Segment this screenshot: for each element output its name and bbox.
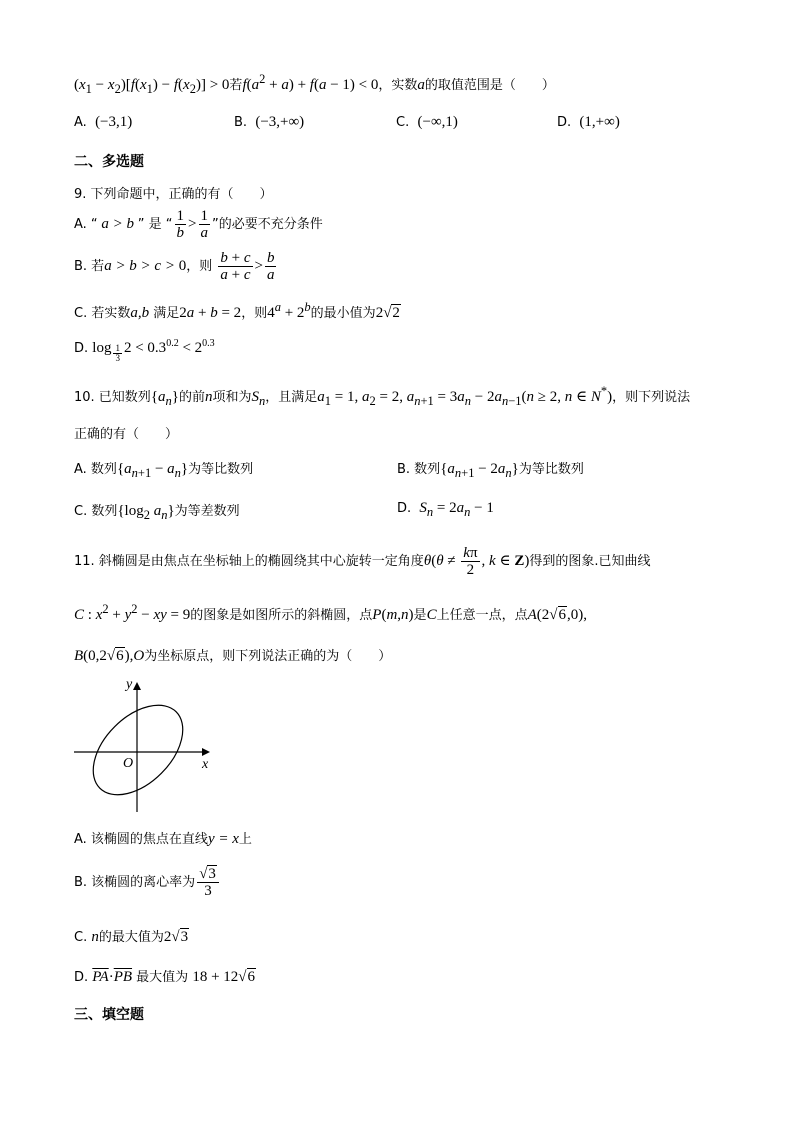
text: B. 若 <box>74 258 105 274</box>
y-axis-arrow <box>133 682 141 690</box>
text: 为等差数列 <box>174 504 240 519</box>
math-expr: $\frac{b + c}{a + c}$ > $\frac{b}{a}$ <box>220 250 275 283</box>
text: ” 是 “ <box>137 216 173 232</box>
origin-label: O <box>123 756 134 771</box>
math-expr: $\frac{√3}{3}$ <box>195 874 221 890</box>
text: 11. 斜椭圆是由焦点在坐标轴上的椭圆绕其中心旋转一定角度 <box>74 553 424 569</box>
text: A. 该椭圆的焦点在直线 <box>74 832 208 847</box>
q10-stem-line2: 正确的有（ ） <box>74 427 179 442</box>
math-expr: a > b <box>97 215 138 232</box>
text: 项和为 <box>212 390 252 405</box>
math-expr: 2a + b = 2 <box>179 305 242 321</box>
tilted-ellipse <box>76 688 199 811</box>
q9-option-c <box>74 300 401 322</box>
text: D. <box>74 970 89 985</box>
text: C. 数列 <box>74 504 118 519</box>
text: 的图象是如图所示的斜椭圆，点 <box>190 608 373 623</box>
q10-option-a <box>74 458 253 481</box>
math-expr: {$\log_2$ $a_n$} <box>117 503 175 522</box>
q8-option-b <box>234 114 304 131</box>
text: 上任意一点，点 <box>436 608 528 623</box>
x-label: x <box>202 757 209 772</box>
text: 为等比数列 <box>518 462 584 477</box>
text: A. 数列 <box>74 462 117 477</box>
math-expr: a > b > c > <box>104 257 179 274</box>
q8-stem-text: ，实数 <box>378 78 418 93</box>
option-value: (−3,+∞) <box>255 114 305 130</box>
math-expr: $4^a + 2^b$ <box>267 300 311 321</box>
math-expr: 18 + 12√6 <box>192 969 256 985</box>
option-label: D. <box>557 115 572 130</box>
text: ”的必要不充分条件 <box>212 216 323 232</box>
option-label: C. <box>396 115 410 130</box>
math-expr: B(0,2√6),O <box>74 648 145 664</box>
text: ，且满足 <box>265 390 318 405</box>
text: C. <box>74 930 88 945</box>
math-expr: $(x_1 - x_2)[f(x_1) - f(x_2)] > 0$ <box>74 77 230 96</box>
option-value: (−∞,1) <box>417 114 458 130</box>
text: 的最小值为 <box>310 306 376 321</box>
text: D. <box>397 501 412 516</box>
q9-option-d <box>74 338 215 363</box>
y-label: y <box>126 677 133 692</box>
text: C. 若实数 <box>74 306 131 321</box>
math-expr: $f(a^2 + a) + f(a - 1) < 0$ <box>242 72 379 93</box>
text: B. 该椭圆的离心率为 <box>74 874 196 890</box>
q8-option-d <box>557 114 620 131</box>
q10-option-d <box>397 500 494 520</box>
q8-option-a <box>74 114 132 131</box>
math-expr: θ(θ ≠ $\frac{k\pi}{2}$ , k ∈ Z) <box>423 545 530 578</box>
q11-option-d <box>74 966 256 986</box>
text: D. <box>74 341 89 356</box>
math-expr: log $_{\frac{1}{3}}$ $2 < 0.3^{0.2} < 2^{0.3}$ <box>92 338 215 364</box>
q8-stem <box>74 72 555 97</box>
text: B. 数列 <box>397 462 441 477</box>
q10-stem <box>74 384 690 409</box>
q10-option-b <box>397 458 584 481</box>
q11-option-b <box>74 866 221 899</box>
text: ，则 <box>186 258 213 274</box>
math-expr: $\{a_{n+1} - a_n\}$ <box>116 461 189 480</box>
text: 为等比数列 <box>188 462 254 477</box>
math-expr: a,b <box>130 305 150 321</box>
text: 上 <box>238 832 252 847</box>
text: 得到的图象.已知曲线 <box>529 553 651 569</box>
q8-option-c <box>396 114 458 131</box>
math-expr: n <box>91 929 99 945</box>
q8-stem-text: 若 <box>229 78 243 93</box>
text: 为坐标原点，则下列说法正确的为（ ） <box>144 649 392 664</box>
math-expr: C : $x^2 + y^2$ − xy = 9 <box>74 602 191 623</box>
q10-option-c <box>74 500 240 523</box>
math-expr: $a_1 = 1$, $a_2 = 2$, $a_{n+1} = 3a_n - 2a_{n-1}(n \ge 2$, n ∈ N*) <box>317 384 613 408</box>
text: 最大值为 <box>136 970 189 985</box>
q11-option-c <box>74 926 189 946</box>
q11-stem-line2 <box>74 602 587 624</box>
section-heading: 三、填空题 <box>74 1007 144 1023</box>
text: 10. 已知数列 <box>74 390 151 405</box>
math-expr: $S_n$ <box>251 389 266 408</box>
math-expr: 2√3 <box>163 929 189 945</box>
q11-option-a <box>74 828 252 848</box>
text: 的最大值为 <box>98 930 164 945</box>
option-value: (1,+∞) <box>579 114 620 130</box>
math-expr: $\{a_n\}$ <box>150 389 179 408</box>
q11-stem-line3 <box>74 645 391 665</box>
q11-stem <box>74 545 650 578</box>
math-expr: 2√2 <box>375 305 400 321</box>
x-axis-arrow <box>202 748 210 756</box>
section-heading: 二、多选题 <box>74 154 144 170</box>
math-expr: $S_n = 2a_n - 1$ <box>419 500 494 519</box>
ellipse-figure <box>70 676 220 816</box>
math-expr: A(2√6,0), <box>527 607 587 623</box>
text: 是 <box>413 608 427 623</box>
text: ，则下列说法 <box>612 390 691 405</box>
text: ，则 <box>241 306 268 321</box>
math-expr: P(m,n) <box>372 607 414 623</box>
math-expr: y = x <box>207 831 239 847</box>
math-expr: 0 <box>178 257 187 274</box>
text: 的前 <box>178 390 205 405</box>
math-expr: a <box>417 77 425 93</box>
math-expr: $\{a_{n+1} - 2a_n\}$ <box>440 461 519 480</box>
q9-stem: 9. 下列命题中，正确的有（ ） <box>74 187 273 202</box>
option-value: (−3,1) <box>95 114 133 130</box>
q9-option-b <box>74 250 278 283</box>
math-expr: C <box>426 607 437 623</box>
math-expr: $\frac{1}{b}$ > $\frac{1}{a}$ <box>176 208 209 241</box>
text: A. “ <box>74 216 98 232</box>
q8-stem-text: 的取值范围是（ ） <box>424 78 555 93</box>
option-label: A. <box>74 115 87 130</box>
q9-option-a <box>74 208 323 241</box>
math-expr: $\overline{PA}\cdot\overline{PB}$ <box>92 969 133 985</box>
math-expr: n <box>204 389 213 405</box>
option-label: B. <box>234 115 248 130</box>
text: 满足 <box>153 306 180 321</box>
